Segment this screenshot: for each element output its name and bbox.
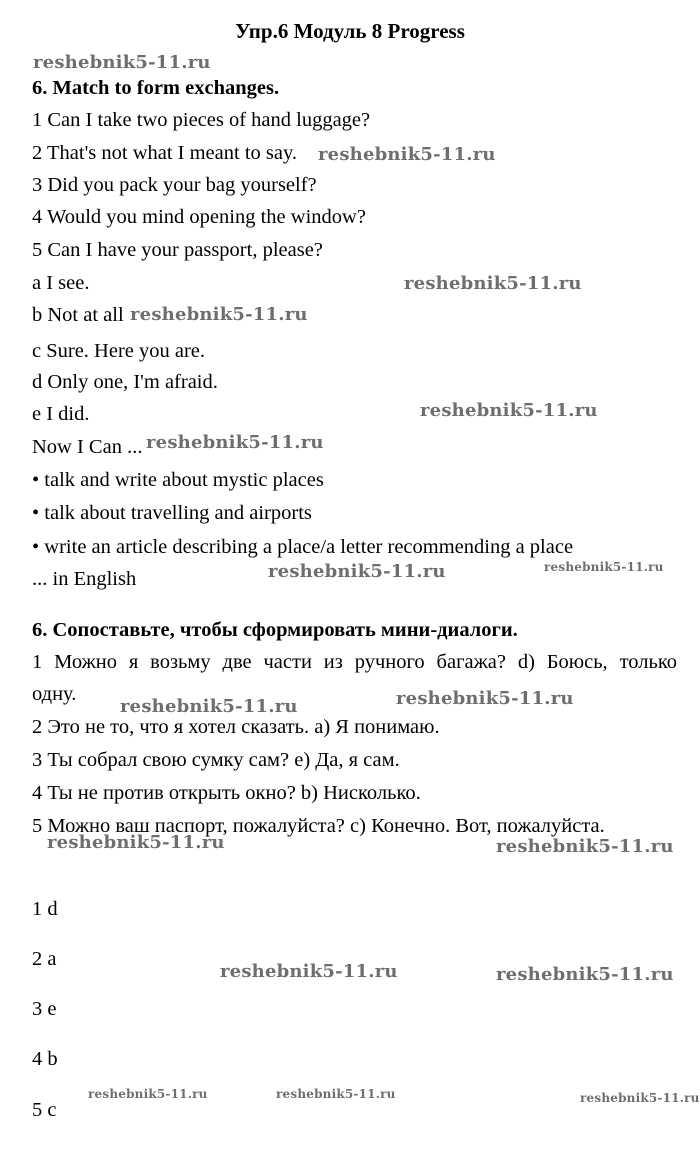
- watermark: reshebnik5-11.ru: [130, 304, 308, 325]
- russian-item-4: 4 Ты не против открыть окно? b) Нисколько.: [32, 782, 421, 804]
- watermark: reshebnik5-11.ru: [88, 1087, 208, 1101]
- key-answer-3: 3 e: [32, 998, 57, 1020]
- answer-b: b Not at all: [32, 304, 124, 326]
- now-i-can: Now I Can ...: [32, 436, 143, 458]
- key-answer-5: 5 c: [32, 1099, 57, 1121]
- question-3: 3 Did you pack your bag yourself?: [32, 174, 317, 196]
- answer-c: c Sure. Here you are.: [32, 340, 206, 362]
- watermark: reshebnik5-11.ru: [580, 1091, 700, 1105]
- page-title: Упр.6 Модуль 8 Progress: [235, 19, 465, 43]
- watermark: reshebnik5-11.ru: [220, 961, 398, 982]
- watermark: reshebnik5-11.ru: [496, 836, 674, 857]
- answer-a: a I see.: [32, 272, 90, 294]
- skill-item: • talk about travelling and airports: [32, 502, 312, 524]
- russian-item-5: 5 Можно ваш паспорт, пожалуйста? с) Конечно. Вот, пожалуйста.: [32, 815, 605, 837]
- watermark: reshebnik5-11.ru: [120, 696, 298, 717]
- watermark: reshebnik5-11.ru: [544, 560, 664, 574]
- key-answer-4: 4 b: [32, 1048, 58, 1070]
- question-2: 2 That's not what I meant to say.: [32, 142, 298, 164]
- question-5: 5 Can I have your passport, please?: [32, 239, 323, 261]
- watermark: reshebnik5-11.ru: [146, 432, 324, 453]
- russian-heading: 6. Сопоставьте, чтобы сформировать мини-диалоги.: [32, 619, 518, 641]
- watermark: reshebnik5-11.ru: [47, 832, 225, 853]
- skill-item: • write an article describing a place/a letter recommending a place: [32, 536, 574, 558]
- watermark: reshebnik5-11.ru: [420, 400, 598, 421]
- watermark: reshebnik5-11.ru: [268, 561, 446, 582]
- russian-item-1-cont: одну.: [32, 683, 77, 705]
- key-answer-1: 1 d: [32, 898, 58, 920]
- key-answer-2: 2 a: [32, 948, 57, 970]
- watermark: reshebnik5-11.ru: [396, 688, 574, 709]
- in-english: ... in English: [32, 568, 137, 590]
- answer-e: e I did.: [32, 403, 90, 425]
- question-1: 1 Can I take two pieces of hand luggage?: [32, 109, 371, 131]
- watermark: reshebnik5-11.ru: [33, 52, 211, 73]
- watermark: reshebnik5-11.ru: [276, 1087, 396, 1101]
- russian-item-1: 1 Можно я возьму две части из ручного багажа? d) Боюсь, только: [32, 651, 677, 673]
- watermark: reshebnik5-11.ru: [318, 144, 496, 165]
- watermark: reshebnik5-11.ru: [496, 964, 674, 985]
- question-4: 4 Would you mind opening the window?: [32, 206, 366, 228]
- english-heading: 6. Match to form exchanges.: [32, 77, 280, 99]
- skill-item: • talk and write about mystic places: [32, 469, 324, 491]
- russian-item-2: 2 Это не то, что я хотел сказать. а) Я понимаю.: [32, 716, 440, 738]
- russian-item-3: 3 Ты собрал свою сумку сам? е) Да, я сам.: [32, 749, 400, 771]
- watermark: reshebnik5-11.ru: [404, 273, 582, 294]
- answer-d: d Only one, I'm afraid.: [32, 371, 218, 393]
